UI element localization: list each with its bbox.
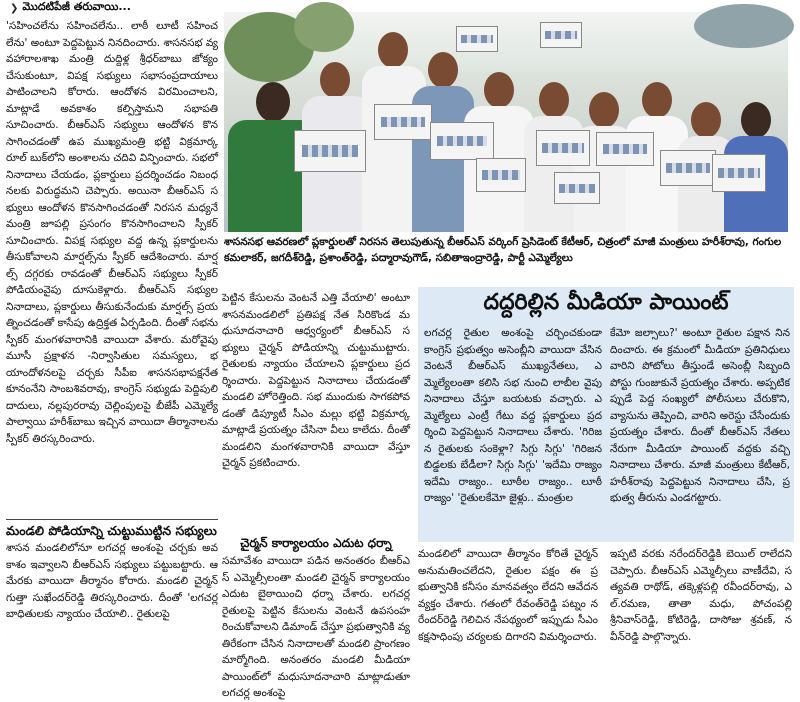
placard [712, 154, 766, 192]
article-paragraph: 'సహించలేను సహించలేను.. లాఠీ లూటీ సహించలేను' అంటూ పెద్దపెట్టున నినదించారు. శాసనసభ వ్యవహారాలశాఖ మంత్రి దుద్దిళ్ల శ్రీధర్‌బాబు జోక్యం చేసుకుంటూ, విపక్ష సభ్యులు సభాసంప్రదాయాలు పాటించాలని కోరారు. ఆందోళన విరమించాలని, మాట్లాడే అవకాశం కల్పిస్తామని సభాపతి సూచించారు. బీఆర్‌ఎస్ సభ్యులు ఆందోళన కొనసాగించడంతో ఉప ముఖ్యమంత్రి భట్టి విక్రమార్క రూల్ బుక్‌లోని అంశాలను చదివి విన్పించారు. సభలో నినాదాలు చేయడం, ప్లకార్డులు ప్రదర్శించడం నిబంధనలకు విరుద్ధమని చెప్పారు. అయినా బీఆర్‌ఎస్ సభ్యులు ఆందోళన కొనసాగించడంతో నిరసన మధ్యనే మంత్రి జూపల్లి ప్రసంగం కొనసాగించాలని స్పీకర్ సూచించారు. విపక్ష సభ్యుల వద్ద ఉన్న ప్లకార్డులను తీసుకోవాలని మార్షల్స్‌ను స్పీకర్ ఆదేశించారు. మార్షల్స్ దగ్గరకు రావడంతో బీఆర్‌ఎస్ సభ్యులు స్పీకర్ పోడియంవైపు దూసుకెళ్లారు. బీఆర్‌ఎస్ సభ్యుల నినాదాలు, ప్లకార్డులు తీసుకునేందుకు మార్షల్స్ ప్రయత్నించడంతో కాసేపు ఉద్రిక్తత ఏర్పడింది. దీంతో సభను స్పీకర్ మంగళవారానికి వాయిదా వేశారు. మరోవైపు మూసీ ప్రక్షాళన -నిర్వాసితుల సమస్యలు, భయాందోళనలపై చర్చకు సీపీఐ శాసనసభాపక్షనేత కూనంనేని సాంబశివరావు, కాంగ్రెస్ సభ్యుడు పెద్దిపులి దాదులు, నల్లపురరావు చెల్లింపులపై బీజేపీ ఎమ్మెల్యే పాల్వాయి హరీశ్‌బాబు ఇచ్చిన వాయిదా తీర్మానాలను స్పీకర్ తిరస్కరించారు. [6, 20, 218, 445]
placard [294, 130, 366, 172]
box-headline: దద్దరిల్లిన మీడియా పాయింట్ [483, 290, 729, 315]
middle-column-article: పెట్టిన కేసులను వెంటనే ఎత్తి వేయాలి' అంటూ శాసనమండలిలో ప్రతిపక్ష నేత సిరికొండ మధుసూదనాచారి ఆధ్వర్యంలో బీఆర్‌ఎస్ సభ్యులు చైర్మన్ పోడియాన్ని చుట్టుముట్టారు. రైతులకు న్యాయం చేయాలని ప్లకార్డులు ప్రదర్శించారు. పెద్దపెట్టున నినాదాలు చేయడంతో మండలి హోరెత్తింది. సభ ముందుకు సాగకపోవడంతో డిప్యూటీ సీఎం మల్లు భట్టి విక్రమార్క మాట్లాడే ప్రయత్నం చేసినా వీలు కాలేదు. దీంతో మండలిని మంగళవారానికి వాయిదా వేస్తూ చైర్మన్ ప్రకటించారు. [222, 292, 410, 469]
placard [536, 130, 590, 166]
left-column-article [6, 18, 218, 518]
placard [430, 122, 494, 160]
placard [596, 132, 654, 166]
middle-column-tail: సమావేశం వాయిదా పడిన అనంతరం బీఆర్‌ఎస్ ఎమ్మెల్సీలంతా మండలి చైర్మన్ కార్యాలయం ఎదుట బైఠాయించి ధర్నా చేశారు. లగచర్ల రైతులపై పెట్టిన కేసులను వెంటనే ఉపసంహరించుకోవాలని డిమాండ్ చేస్తూ ప్రభుత్వానికి వ్యతిరేకంగా చేసిన నినాదాలతో మండలి ప్రాంగణం మార్మోగింది. అనంతరం మండలి మీడియా పాయింట్‌లో మధుసూదనాచారి మాట్లాడుతూ లగచర్ల అంశంపై [222, 555, 410, 699]
placard [540, 22, 582, 48]
chevron-right-icon: ❯ [10, 2, 19, 14]
ticker-label: మొదటిపేజీ తరువాయి... [22, 0, 131, 13]
building-shape [694, 4, 794, 48]
box-text-right: కేమో జల్సాలు?' అంటూ రైతుల పక్షాన నినదించారు. ఈ క్రమంలో మీడియా ప్రతినిధులు వారిని పోటోలు తీస్తుండే అసెంబ్లీ సిబ్బంది పోస్టు గుంజుకునే ప్రయత్నం చేశారు. అప్పటికప్పుడే పెద్ద సంఖ్యలో పోలీసులు చేరుకొని, వ్యాసును తెప్పించి, వారిని అరెస్టు చేసేందుకు ప్రయత్నం చేశారు. దీంతో బీఆర్‌ఎస్ నేతలు నేరుగా మీడియా పాయింట్ వద్దకు వచ్చి నినాదాలు చేశారు. మాజీ మంత్రులు కేటీఆర్, హరీశ్‌రావు పెద్దపెట్టున నినాదాలు చేసి, ప్రభుత్వ తీరును ఎండగట్టారు. [610, 327, 790, 504]
placard [456, 26, 498, 52]
placard [554, 172, 600, 204]
box-text-left: లగచర్ల రైతుల అంశంపై చర్చించకుండా కాంగ్రెస్ ప్రభుత్వం అసెంబ్లీని వాయిదా వేసిన వెంటనే బీఆర్‌ఎస్ ముఖ్యనేతలు, ఎమ్మెల్యేలంతా కలిసి సభ నుంచి లాబీల వైపు నినాదాలు చేస్తూ బయటకు వచ్చారు. ఎమ్మెల్యేలు ఎంట్రీ గేటు వద్ద ప్లకార్డులు ప్రదర్శించి పెద్దపెట్టున నినాదాలు చేశారు. 'గిరిజన రైతులకు సంకెళ్లా? సిగ్గు సిగ్గు' 'గిరిజన బిడ్డలకు బేడీలా? సిగ్గు సిగ్గు' 'ఇదేమి రాజ్యం ఇదేమి రాజ్యం.. లూఠీల రాజ్యం.. లూఠీ రాజ్యం' 'రైతులకేమో జైళ్లు.. మంత్రుల [424, 327, 602, 504]
placard [660, 150, 716, 186]
photo-caption: శాసనసభ ఆవరణలో ప్లకార్డులతో నిరసన తెలుపుతున్న బీఆర్‌ఎస్ వర్కింగ్ ప్రెసిడెంట్ కేటీఆర్, చిత్రంలో మాజీ మంత్రులు హరీశ్‌రావు, గంగుల కమలాకర్, జగదీశ్‌రెడ్డి, ప్రశాంత్‌రెడ్డి, పద్మారావుగౌడ్, సబితాఇంద్రారెడ్డి, పార్టీ ఎమ్మెల్యేలు [224, 236, 782, 264]
bottom-column-right: ఇప్పటి వరకు నరేందర్‌రెడ్డికి బెయిల్ రాలేదని చెప్పారు. బీఆర్‌ఎస్ ఎమ్మెల్సీలు వాణీదేవి, సత్యవతి రాథోడ్, తక్కెళ్లపల్లి రవీందర్‌రావు, ఎల్.రమణ, తాతా మధు, పోచంపల్లి శ్రీనివాస్‌రెడ్డి, కోటిరెడ్డి, దాసోజు శ్రవణ్, నవీన్‌రెడ్డి పాల్గొన్నారు. [610, 548, 792, 643]
left-column-tail: శాసన మండలిలోనూ లగచర్ల అంశంపై చర్చకు అవకాశం ఇవ్వాలని బీఆర్‌ఎస్ సభ్యులు పట్టుబట్టారు. ఆ మేరకు వాయిదా తీర్మానం కోరారు. మండలి చైర్మన్ గుత్తా సుఖేందర్‌రెడ్డి తిరస్కరించారు. దీంతో 'లగచర్ల బాధితులకు న్యాయం చేయాలి.. రైతులపై [6, 542, 218, 620]
continuation-ticker [10, 0, 131, 16]
subheading-council-podium: మండలి పోడియాన్ని చుట్టుముట్టిన సభ్యులు [6, 519, 218, 542]
bottom-column-left: మండలిలో వాయిదా తీర్మానం కోరితే చైర్మన్ అనుమతించలేదని, రైతుల పక్షం ఈ ప్రభుత్వానికి కనీసం మానవత్వం లేదని ఆవేదన వ్యక్తం చేశారు. గతంలో రేవంత్‌రెడ్డి పట్నం నరేందర్‌రెడ్డి గెలిచిన నేపథ్యంలో ఇప్పుడు సీఎం కక్షసాధింపు చర్యలకు దిగారని విమర్శించారు. [418, 548, 598, 643]
placard [374, 104, 432, 140]
subheading-chairman-dharna: చైర్మన్ కార్యాలయం ఎదుట ధర్నా [240, 536, 392, 550]
tree-shape [294, 2, 354, 52]
placard [476, 158, 526, 192]
protest-photo [224, 12, 788, 232]
